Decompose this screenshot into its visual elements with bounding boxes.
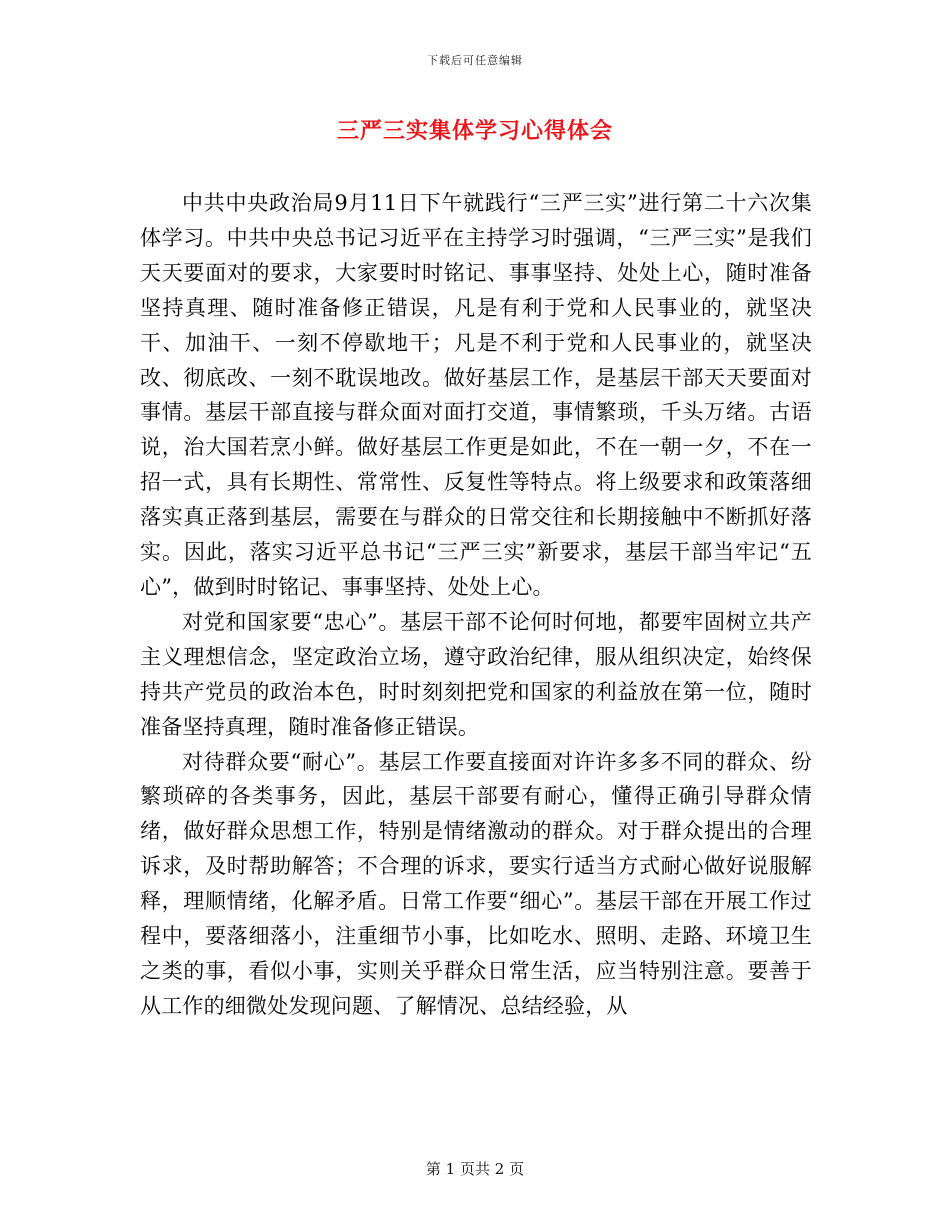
paragraph-2: 对党和国家要“忠心”。基层干部不论何时何地，都要牢固树立共产主义理想信念，坚定政治立场，遵守政治纪律，服从组织决定，始终保持共产党员的政治本色，时时刻刻把党和国家的利益放在第一位，随时准备坚持真理，随时准备修正错误。 <box>140 609 812 739</box>
document-body <box>140 186 812 1024</box>
page-number-footer: 第 1 页共 2 页 <box>425 1160 525 1178</box>
paragraph-3: 对待群众要“耐心”。基层工作要直接面对许许多多不同的群众、纷繁琐碎的各类事务，因此，基层干部要有耐心，懂得正确引导群众情绪，做好群众思想工作，特别是情绪激动的群众。对于群众提出的合理诉求，及时帮助解答；不合理的诉求，要实行适当方式耐心做好说服解释，理顺情绪，化解矛盾。日常工作要“细心”。基层干部在开展工作过程中，要落细落小，注重细节小事，比如吃水、照明、走路、环境卫生之类的事，看似小事，实则关乎群众日常生活，应当特别注意。要善于从工作的细微处发现问题、了解情况、总结经验，从 <box>140 749 812 1018</box>
header-note: 下载后可任意编辑 <box>427 54 523 67</box>
document-title: 三严三实集体学习心得体会 <box>336 118 613 144</box>
paragraph-1: 中共中央政治局9月11日下午就践行“三严三实”进行第二十六次集体学习。中共中央总书记习近平在主持学习时强调，“三严三实”是我们天天要面对的要求，大家要时时铭记、事事坚持、处处上心，随时准备坚持真理、随时准备修正错误，凡是有利于党和人民事业的，就坚决干、加油干、一刻不停歇地干；凡是不利于党和人民事业的，就坚决改、彻底改、一刻不耽误地改。做好基层工作，是基层干部天天要面对事情。基层干部直接与群众面对面打交道，事情繁琐，千头万绪。古语说，治大国若烹小鲜。做好基层工作更是如此，不在一朝一夕，不在一招一式，具有长期性、常常性、反复性等特点。将上级要求和政策落细落实真正落到基层，需要在与群众的日常交往和长期接触中不断抓好落实。因此，落实习近平总书记“三严三实”新要求，基层干部当牢记“五心”，做到时时铭记、事事坚持、处处上心。 <box>140 191 812 599</box>
